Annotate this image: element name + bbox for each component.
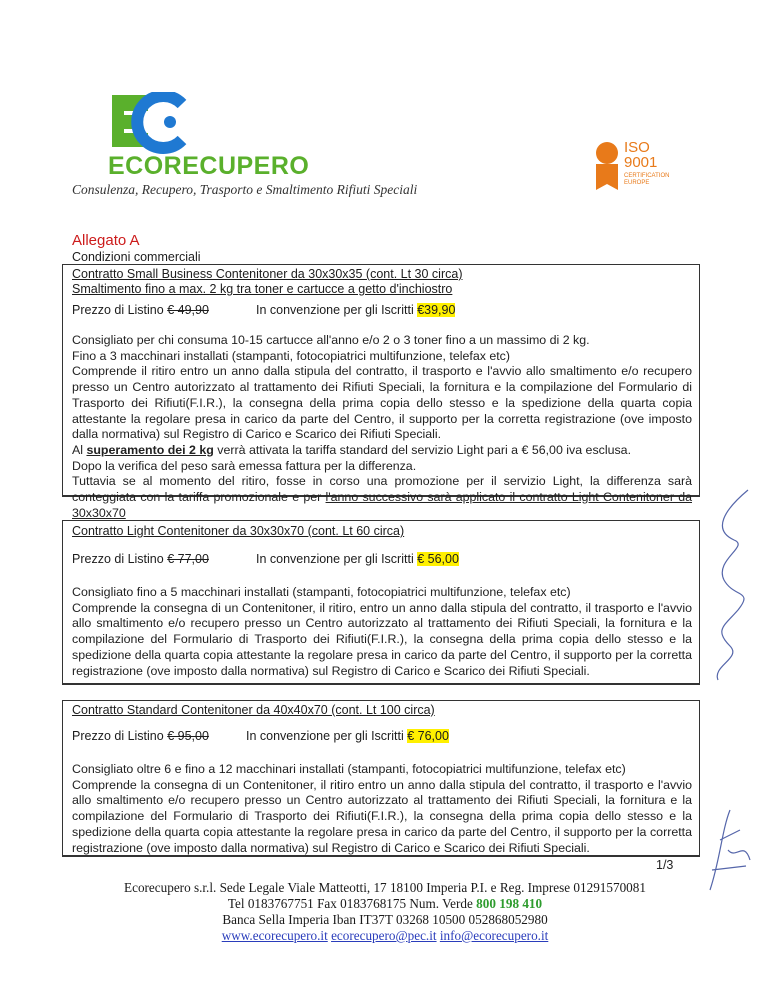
convention-label: In convenzione per gli Iscritti [256,552,414,566]
list-price-old: € 49,90 [167,303,209,317]
small-business-description [72,333,692,521]
light-p1: Consigliato fino a 5 macchinari installati (stampanti, fotocopiatrici multifunzione, telefax etc) [72,585,571,599]
small-business-title: Contratto Small Business Contenitoner da 30x30x35 (cont. Lt 30 circa) [72,267,463,281]
footer-links [60,928,710,944]
iso-certification: CERTIFICATION [624,173,670,179]
convention-price: € 76,00 [407,729,449,743]
list-price-label: Prezzo di Listino [72,303,164,317]
footer-company-line: Ecorecupero s.r.l. Sede Legale Viale Matteotti, 17 18100 Imperia P.I. e Reg. Imprese 01291570081 [124,880,646,895]
company-tagline: Consulenza, Recupero, Trasporto e Smaltimento Rifiuti Speciali [72,182,418,197]
light-title: Contratto Light Contenitoner da 30x30x70 (cont. Lt 60 circa) [72,524,405,538]
pec-email-link[interactable]: ecorecupero@pec.it [331,928,437,943]
light-description [72,585,692,679]
small-p2: Fino a 3 macchinari installati (stampanti, fotocopiatrici multifunzione, telefax etc) [72,348,510,363]
website-link[interactable]: www.ecorecupero.it [221,928,328,943]
iso-9001-badge [592,140,672,192]
ecorecupero-logo [108,92,310,182]
small-price-row [72,303,692,321]
conditions-subtitle: Condizioni commerciali [72,250,201,264]
small-p5: Dopo la verifica del peso sarà emessa fattura per la differenza. [72,458,417,473]
iso-number: 9001 [624,154,658,171]
small-p1: Consigliato per chi consuma 10-15 cartucce all'anno e/o 2 o 3 toner fino a un massimo di 2 kg. [72,333,590,347]
iso-emblem-icon [592,140,622,190]
standard-p1: Consigliato oltre 6 e fino a 12 macchinari installati (stampanti, fotocopiatrici multifunzione, telefax etc) [72,762,626,776]
small-p3: Comprende il ritiro entro un anno dalla stipula del contratto, il trasporto e l'avvio allo smaltimento e/o recupero presso un Centro autorizzato al trattamento dei Rifiuti Speciali, la fornitura e la compilazione del Formulario di Trasporto dei Rifiuti(F.I.R.), la consegna della prima copia dello stesso e la spedizione della quarta copia attestante la regolare presa in carico da parte del Centro, il supporto per la corretta registrazione (ove imposto dalla normativa) sul Registro di Carico e Scarico dei Rifiuti Speciali. [72,364,692,442]
initials-scribble [700,800,760,900]
footer-phone-line: Tel 0183767751 Fax 0183768175 Num. Verde 800 198 410 [227,896,543,911]
signature-scribble [694,480,764,700]
small-p4: Al superamento dei 2 kg verrà attivata la tariffa standard del servizio Light pari a € 56,00 iva esclusa. [72,442,632,457]
list-price-old: € 95,00 [167,729,209,743]
standard-description [72,762,692,856]
standard-price-row [72,729,692,747]
list-price-old: € 77,00 [167,552,209,566]
standard-title: Contratto Standard Contenitoner da 40x40x70 (cont. Lt 100 circa) [72,703,435,717]
iso-label: ISO [624,139,650,156]
convention-label: In convenzione per gli Iscritti [246,729,404,743]
footer-bank-line: Banca Sella Imperia Iban IT37T 03268 10500 052868052980 [222,912,548,927]
light-price-row [72,552,692,570]
small-business-subtitle: Smaltimento fino a max. 2 kg tra toner e cartucce a getto d'inchiostro [72,282,453,296]
convention-price: €39,90 [417,303,456,317]
list-price-label: Prezzo di Listino [72,729,164,743]
convention-price: € 56,00 [417,552,459,566]
list-price-label: Prezzo di Listino [72,552,164,566]
logo-text: ECORECUPERO [108,152,310,180]
light-p2: Comprende la consegna di un Contenitoner, il ritiro, entro un anno dalla stipula del contratto, il trasporto e l'avvio allo smaltimento e/o recupero presso un Centro autorizzato al trattamento dei Rifiuti Speciali, la fornitura e la compilazione del Formulario di Trasporto dei Rifiuti(F.I.R.), la consegna della prima copia dello stesso e la spedizione della quarta copia attestante la regolare presa in carico da parte del Centro, il supporto per la corretta registrazione (ove imposto dalla normativa) sul Registro di Carico e Scarico dei Rifiuti Speciali. [72,600,692,678]
page-number: 1/3 [656,858,674,872]
iso-europe: EUROPE [624,180,650,186]
standard-p2: Comprende la consegna di un Contenitoner, il ritiro entro un anno dalla stipula del contratto, il trasporto e l'avvio allo smaltimento e/o recupero presso un Centro autorizzato al trattamento dei Rifiuti Speciali, la fornitura e la compilazione del Formulario di Trasporto dei Rifiuti(F.I.R.), la consegna della prima copia dello stesso e la spedizione della quarta copia attestante la regolare presa in carico da parte del Centro, il supporto per la corretta registrazione (ove imposto dalla normativa) sul Registro di Carico e Scarico dei Rifiuti Speciali. [72,777,692,855]
allegato-heading: Allegato A [72,232,140,249]
info-email-link[interactable]: info@ecorecupero.it [439,928,549,943]
footer [60,880,710,944]
convention-label: In convenzione per gli Iscritti [256,303,414,317]
small-p6: Tuttavia se al momento del ritiro, fosse in corso una promozione per il servizio Light, la differenza sarà conteggiata con la tariffa promozionale e per l'anno successivo sarà applicato il contratto Light Contenitoner da 30x30x70 [72,474,692,520]
